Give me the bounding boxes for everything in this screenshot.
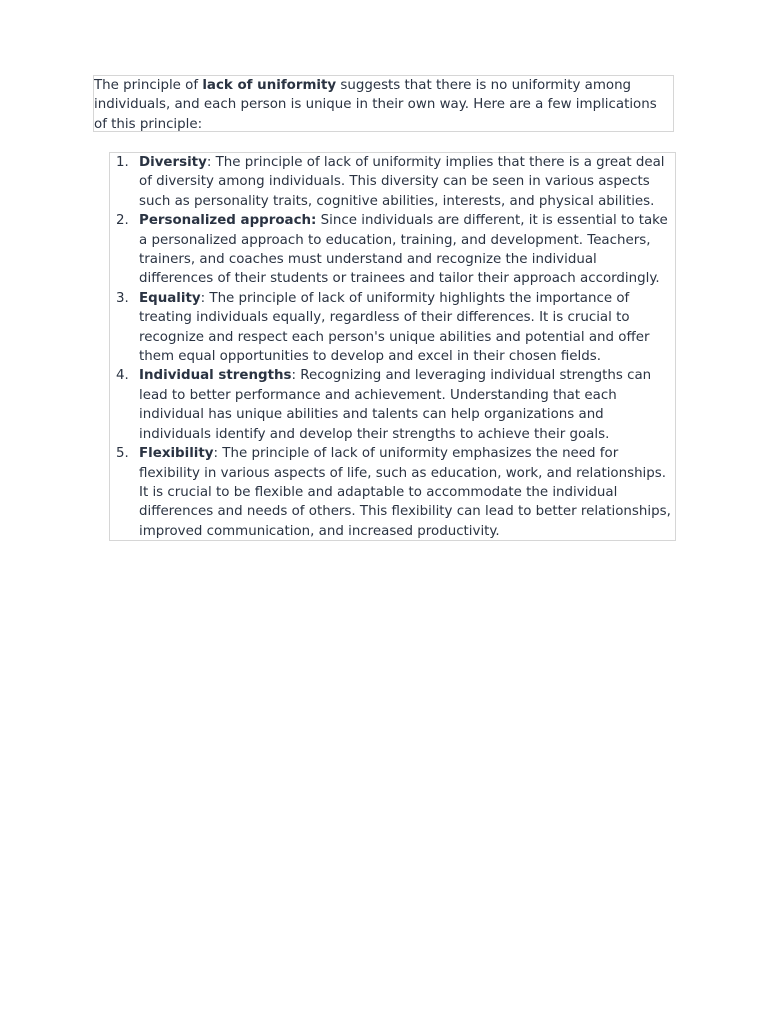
implications-list-box <box>109 152 676 541</box>
list-item-term: Flexibility <box>139 446 214 462</box>
list-item-term: Personalized approach: <box>139 213 317 229</box>
list-item-text: : Recognizing and leveraging individual strengths can lead to better performance and achievement. Understanding that each individual has unique abilities and talents can help organizations and individuals identify and develop their strengths to achieve their goals. <box>139 368 652 442</box>
intro-paragraph-box <box>93 75 674 132</box>
list-item-text: : The principle of lack of uniformity implies that there is a great deal of diversity among individuals. This diversity can be seen in various aspects such as personality traits, cognitive abilities, interests, and physical abilities. <box>139 155 665 209</box>
list-item-number: 3. <box>116 290 129 306</box>
list-item-term: Individual strengths <box>139 368 292 384</box>
list-item-diversity <box>110 153 675 211</box>
list-item-number: 1. <box>116 155 129 170</box>
intro-text-before: The principle of <box>94 78 203 93</box>
list-item-term: Diversity <box>139 155 207 170</box>
list-item-number: 2. <box>116 213 129 229</box>
intro-paragraph <box>94 76 673 134</box>
list-item-individual-strengths <box>110 366 675 444</box>
list-item-equality <box>110 289 675 367</box>
list-item-text: : The principle of lack of uniformity emphasizes the need for flexibility in various aspects of life, such as education, work, and relationships. It is crucial to be flexible and adaptable to accommodate the individual differences and needs of others. This flexibility can lead to better relationships, improved communication, and increased productivity. <box>139 446 671 539</box>
intro-key-term: lack of uniformity <box>202 78 337 93</box>
list-item-flexibility <box>110 444 675 541</box>
list-item-personalized-approach <box>110 211 675 289</box>
list-item-number: 4. <box>116 368 129 384</box>
implications-list <box>110 153 675 541</box>
intro-text-after: suggests that there is no uniformity among individuals, and each person is unique in their own way. Here are a few implications of this principle: <box>94 78 657 132</box>
list-item-term: Equality <box>139 290 201 306</box>
list-item-number: 5. <box>116 446 129 462</box>
list-item-text: : The principle of lack of uniformity highlights the importance of treating individuals equally, regardless of their differences. It is crucial to recognize and respect each person's unique abilities and potential and offer them equal opportunities to develop and excel in their chosen fields. <box>139 290 650 365</box>
list-item-text: Since individuals are different, it is essential to take a personalized approach to education, training, and development. Teachers, trainers, and coaches must understand and recognize the individual differences of their students or trainees and tailor their approach accordingly. <box>139 213 668 287</box>
